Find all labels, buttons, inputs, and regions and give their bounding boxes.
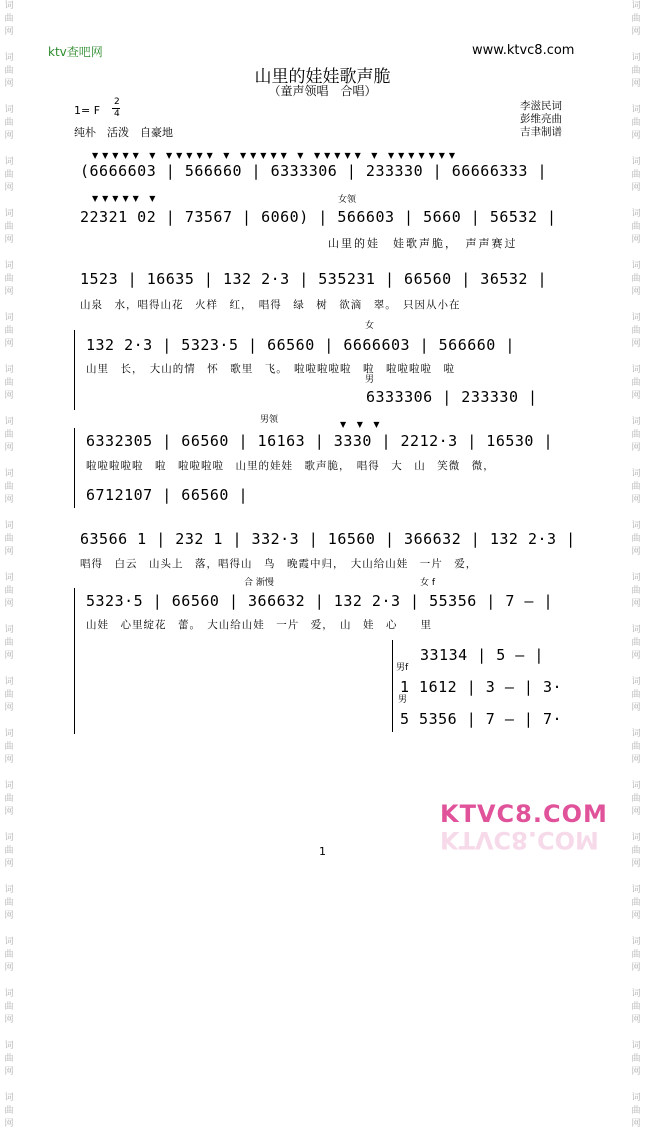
- watermark-gap: [629, 715, 643, 728]
- watermark-char: 词: [631, 261, 641, 271]
- watermark-char: 网: [4, 1067, 14, 1077]
- watermark-char: 词: [631, 833, 641, 843]
- watermark-char: 网: [631, 547, 641, 557]
- score-row-10: 33134 | 5 — |: [420, 646, 544, 664]
- score-row-7: 6712107 | 66560 |: [86, 486, 249, 504]
- watermark-gap: [2, 247, 16, 260]
- watermark-char: 词: [631, 625, 641, 635]
- watermark-char: 词: [4, 105, 14, 115]
- lyrics-row-9: 山娃 心里绽花 蕾。 大山给山娃 一片 爱， 山 娃 心 里: [86, 619, 432, 631]
- watermark-gap: [629, 663, 643, 676]
- watermark-gap: [629, 351, 643, 364]
- watermark-char: 曲: [631, 274, 641, 284]
- system-bracket: [74, 588, 75, 734]
- site-logo: KTVC8.COM: [440, 800, 608, 828]
- watermark-char: 曲: [631, 846, 641, 856]
- watermark-char: 网: [631, 79, 641, 89]
- watermark-char: 词: [4, 157, 14, 167]
- watermark-gap: [629, 1131, 643, 1144]
- watermark-char: 网: [4, 963, 14, 973]
- watermark-gap: [2, 507, 16, 520]
- watermark-char: 网: [4, 235, 14, 245]
- page-number: 1: [319, 845, 326, 858]
- score-row-9: 5323·5 | 66560 | 366632 | 132 2·3 | 55356 | 7 — |: [86, 592, 554, 610]
- watermark-char: 网: [4, 911, 14, 921]
- system-bracket: [74, 428, 75, 508]
- watermark-char: 网: [4, 651, 14, 661]
- watermark-char: 曲: [4, 1054, 14, 1064]
- watermark-char: 网: [631, 235, 641, 245]
- watermark-char: 曲: [4, 586, 14, 596]
- watermark-char: 词: [4, 573, 14, 583]
- watermark-gap: [629, 767, 643, 780]
- watermark-gap: [2, 819, 16, 832]
- watermark-char: 词: [4, 209, 14, 219]
- watermark-char: 网: [631, 131, 641, 141]
- watermark-char: 网: [631, 911, 641, 921]
- watermark-gap: [629, 559, 643, 572]
- watermark-char: 词: [631, 1041, 641, 1051]
- watermark-char: 曲: [4, 170, 14, 180]
- watermark-char: 词: [631, 989, 641, 999]
- watermark-char: 网: [631, 599, 641, 609]
- watermark-gap: [2, 975, 16, 988]
- watermark-gap: [2, 1027, 16, 1040]
- watermark-char: 词: [631, 1, 641, 11]
- watermark-gap: [2, 351, 16, 364]
- accent-marks: ▼ ▼ ▼: [340, 420, 384, 429]
- watermark-gap: [629, 819, 643, 832]
- inner-bracket: [392, 640, 393, 732]
- watermark-gap: [629, 403, 643, 416]
- accent-marks: ▼▼▼▼▼ ▼: [92, 194, 160, 203]
- watermark-char: 曲: [4, 794, 14, 804]
- watermark-char: 词: [631, 365, 641, 375]
- watermark-char: 网: [4, 1015, 14, 1025]
- watermark-char: 曲: [4, 430, 14, 440]
- watermark-gap: [629, 507, 643, 520]
- watermark-char: 词: [631, 469, 641, 479]
- watermark-char: 词: [631, 573, 641, 583]
- watermark-char: 曲: [4, 14, 14, 24]
- key-signature: 1= F: [74, 104, 101, 117]
- watermark-gap: [2, 403, 16, 416]
- song-title: 山里的娃娃歌声脆: [254, 67, 391, 87]
- watermark-char: 网: [4, 131, 14, 141]
- watermark-gap: [629, 975, 643, 988]
- watermark-char: 网: [631, 183, 641, 193]
- watermark-gap: [2, 767, 16, 780]
- watermark-char: 网: [631, 1119, 641, 1129]
- watermark-char: 网: [631, 807, 641, 817]
- watermark-char: 曲: [631, 66, 641, 76]
- score-row-12: 5 5356 | 7 — | 7·: [400, 710, 563, 728]
- lyrics-row-6: 啦啦啦啦啦 啦 啦啦啦啦 山里的娃娃 歌声脆， 唱得 大 山 笑微 微，: [86, 460, 495, 472]
- watermark-char: 曲: [631, 586, 641, 596]
- watermark-char: 词: [4, 313, 14, 323]
- watermark-char: 词: [4, 521, 14, 531]
- watermark-char: 曲: [631, 742, 641, 752]
- watermark-char: 网: [631, 963, 641, 973]
- watermark-gap: [629, 39, 643, 52]
- watermark-char: 词: [631, 53, 641, 63]
- watermark-char: 词: [631, 209, 641, 219]
- watermark-gap: [629, 247, 643, 260]
- watermark-char: 网: [631, 703, 641, 713]
- watermark-char: 曲: [4, 222, 14, 232]
- watermark-char: 网: [4, 1119, 14, 1129]
- watermark-char: 曲: [631, 326, 641, 336]
- watermark-char: 词: [4, 1, 14, 11]
- watermark-char: 词: [631, 105, 641, 115]
- watermark-char: 曲: [631, 1106, 641, 1116]
- watermark-char: 曲: [4, 1106, 14, 1116]
- accent-marks: ▼▼▼▼▼ ▼ ▼▼▼▼▼ ▼ ▼▼▼▼▼ ▼ ▼▼▼▼▼ ▼ ▼▼▼▼▼▼▼: [92, 151, 460, 160]
- composer-credit: 彭维亮曲: [520, 113, 562, 125]
- system-bracket: [74, 330, 75, 410]
- score-row-11: 1 1612 | 3 — | 3·: [400, 678, 563, 696]
- watermark-char: 词: [4, 53, 14, 63]
- watermark-char: 网: [631, 1067, 641, 1077]
- watermark-char: 网: [4, 443, 14, 453]
- watermark-char: 网: [4, 755, 14, 765]
- watermark-char: 网: [4, 391, 14, 401]
- watermark-char: 词: [631, 313, 641, 323]
- watermark-gap: [2, 1079, 16, 1092]
- watermark-gap: [2, 663, 16, 676]
- score-row-6: 6332305 | 66560 | 16163 | 3330 | 2212·3 | 16530 |: [86, 432, 554, 450]
- watermark-char: 曲: [631, 794, 641, 804]
- tempo-marking: 纯朴 活泼 自豪地: [74, 126, 173, 139]
- watermark-char: 曲: [4, 482, 14, 492]
- watermark-char: 网: [631, 339, 641, 349]
- lyrics-row-8: 唱得 白云 山头上 落，唱得山 鸟 晚霞中归， 大山给山娃 一片 爱，: [80, 558, 478, 570]
- watermark-char: 词: [631, 937, 641, 947]
- watermark-char: 词: [631, 781, 641, 791]
- watermark-char: 网: [4, 703, 14, 713]
- watermark-char: 曲: [4, 950, 14, 960]
- score-row-1: (6666603 | 566660 | 6333306 | 233330 | 66666333 |: [80, 162, 548, 180]
- watermark-char: 词: [631, 885, 641, 895]
- watermark-gap: [629, 455, 643, 468]
- watermark-gap: [629, 299, 643, 312]
- watermark-char: 曲: [631, 534, 641, 544]
- watermark-gap: [2, 559, 16, 572]
- watermark-gap: [629, 611, 643, 624]
- watermark-char: 词: [4, 729, 14, 739]
- watermark-char: 曲: [4, 638, 14, 648]
- watermark-gap: [629, 1079, 643, 1092]
- watermark-gap: [2, 39, 16, 52]
- score-row-2: 22321 02 | 73567 | 6060) | 566603 | 5660 | 56532 |: [80, 208, 557, 226]
- score-row-4: 132 2·3 | 5323·5 | 66560 | 6666603 | 566660 |: [86, 336, 515, 354]
- watermark-char: 网: [4, 79, 14, 89]
- watermark-char: 曲: [4, 534, 14, 544]
- watermark-char: 曲: [631, 898, 641, 908]
- part-mark-male: 男: [365, 375, 375, 385]
- watermark-char: 词: [4, 677, 14, 687]
- watermark-char: 曲: [4, 326, 14, 336]
- lyricist-credit: 李滋民词: [520, 100, 562, 112]
- lyrics-row-2: 山里的娃 娃歌声脆， 声声赛过: [328, 237, 518, 250]
- watermark-gap: [2, 143, 16, 156]
- watermark-char: 网: [631, 495, 641, 505]
- watermark-gap: [2, 715, 16, 728]
- watermark-char: 网: [4, 547, 14, 557]
- watermark-char: 曲: [631, 482, 641, 492]
- watermark-char: 曲: [4, 274, 14, 284]
- watermark-char: 曲: [631, 690, 641, 700]
- watermark-char: 词: [631, 417, 641, 427]
- part-mark-tutti: 合 渐慢: [244, 578, 274, 588]
- watermark-char: 曲: [631, 170, 641, 180]
- watermark-char: 词: [631, 157, 641, 167]
- watermark-char: 词: [4, 833, 14, 843]
- watermark-char: 网: [631, 755, 641, 765]
- watermark-char: 网: [4, 495, 14, 505]
- watermark-gap: [2, 611, 16, 624]
- watermark-char: 词: [4, 261, 14, 271]
- watermark-char: 词: [4, 469, 14, 479]
- watermark-char: 网: [631, 651, 641, 661]
- lyrics-row-3: 山泉 水，唱得山花 火样 红， 唱得 绿 树 欲滴 翠。 只因从小在: [80, 299, 461, 311]
- watermark-char: 网: [631, 27, 641, 37]
- watermark-gap: [629, 1027, 643, 1040]
- watermark-char: 词: [4, 365, 14, 375]
- watermark-char: 词: [4, 885, 14, 895]
- time-denominator: 4: [114, 109, 120, 119]
- watermark-gap: [2, 299, 16, 312]
- watermark-char: 网: [4, 339, 14, 349]
- watermark-char: 曲: [4, 378, 14, 388]
- watermark-char: 网: [4, 183, 14, 193]
- part-mark-female: 女: [365, 321, 375, 331]
- watermark-char: 曲: [631, 1002, 641, 1012]
- watermark-gap: [2, 195, 16, 208]
- watermark-char: 曲: [631, 638, 641, 648]
- watermark-char: 词: [4, 937, 14, 947]
- watermark-gap: [629, 143, 643, 156]
- watermark-gap: [629, 923, 643, 936]
- watermark-gap: [629, 195, 643, 208]
- watermark-char: 曲: [631, 14, 641, 24]
- watermark-gap: [2, 871, 16, 884]
- site-url-right: www.ktvc8.com: [472, 43, 575, 58]
- watermark-char: 网: [631, 859, 641, 869]
- site-logo-reflection: KTVC8.COM: [440, 826, 599, 854]
- watermark-char: 词: [4, 1093, 14, 1103]
- watermark-char: 词: [631, 521, 641, 531]
- watermark-char: 曲: [4, 66, 14, 76]
- watermark-char: 曲: [631, 950, 641, 960]
- watermark-char: 曲: [631, 1054, 641, 1064]
- watermark-char: 网: [4, 807, 14, 817]
- watermark-char: 词: [4, 781, 14, 791]
- watermark-char: 曲: [631, 378, 641, 388]
- lyrics-row-4: 山里 长， 大山的情 怀 歌里 飞。 啦啦啦啦啦 啦 啦啦啦啦 啦: [86, 363, 455, 375]
- score-row-3: 1523 | 16635 | 132 2·3 | 535231 | 66560 | 36532 |: [80, 270, 548, 288]
- score-row-5: 6333306 | 233330 |: [366, 388, 538, 406]
- part-mark-solo: 女领: [338, 195, 357, 205]
- watermark-char: 词: [4, 625, 14, 635]
- part-mark-male-2: 男: [398, 695, 408, 705]
- part-mark-female-f: 女 f: [420, 578, 436, 588]
- right-watermark-column: [629, 0, 643, 1144]
- part-mark-male-solo: 男领: [260, 415, 279, 425]
- watermark-char: 网: [4, 287, 14, 297]
- time-numerator: 2: [114, 97, 120, 107]
- watermark-gap: [2, 1131, 16, 1144]
- site-name-left: ktv查吧网: [48, 45, 103, 59]
- watermark-char: 曲: [4, 118, 14, 128]
- watermark-char: 曲: [631, 430, 641, 440]
- watermark-char: 曲: [4, 742, 14, 752]
- watermark-gap: [2, 923, 16, 936]
- watermark-char: 网: [4, 27, 14, 37]
- watermark-gap: [2, 455, 16, 468]
- watermark-char: 曲: [4, 898, 14, 908]
- watermark-gap: [629, 871, 643, 884]
- watermark-char: 曲: [4, 690, 14, 700]
- left-watermark-column: [2, 0, 16, 1144]
- song-subtitle: （童声领唱 合唱）: [268, 84, 377, 98]
- part-mark-male-f: 男f: [396, 663, 409, 673]
- watermark-char: 词: [631, 729, 641, 739]
- watermark-char: 网: [631, 391, 641, 401]
- watermark-char: 网: [4, 599, 14, 609]
- watermark-char: 曲: [4, 846, 14, 856]
- transcriber-credit: 吉聿制谱: [520, 126, 562, 138]
- watermark-char: 词: [631, 677, 641, 687]
- watermark-char: 网: [631, 443, 641, 453]
- score-row-8: 63566 1 | 232 1 | 332·3 | 16560 | 366632 | 132 2·3 |: [80, 530, 576, 548]
- watermark-char: 词: [4, 989, 14, 999]
- watermark-char: 曲: [631, 118, 641, 128]
- watermark-char: 曲: [631, 222, 641, 232]
- watermark-char: 词: [4, 1041, 14, 1051]
- watermark-char: 词: [4, 417, 14, 427]
- watermark-char: 网: [4, 859, 14, 869]
- watermark-char: 网: [631, 1015, 641, 1025]
- watermark-char: 曲: [4, 1002, 14, 1012]
- watermark-char: 网: [631, 287, 641, 297]
- watermark-char: 词: [631, 1093, 641, 1103]
